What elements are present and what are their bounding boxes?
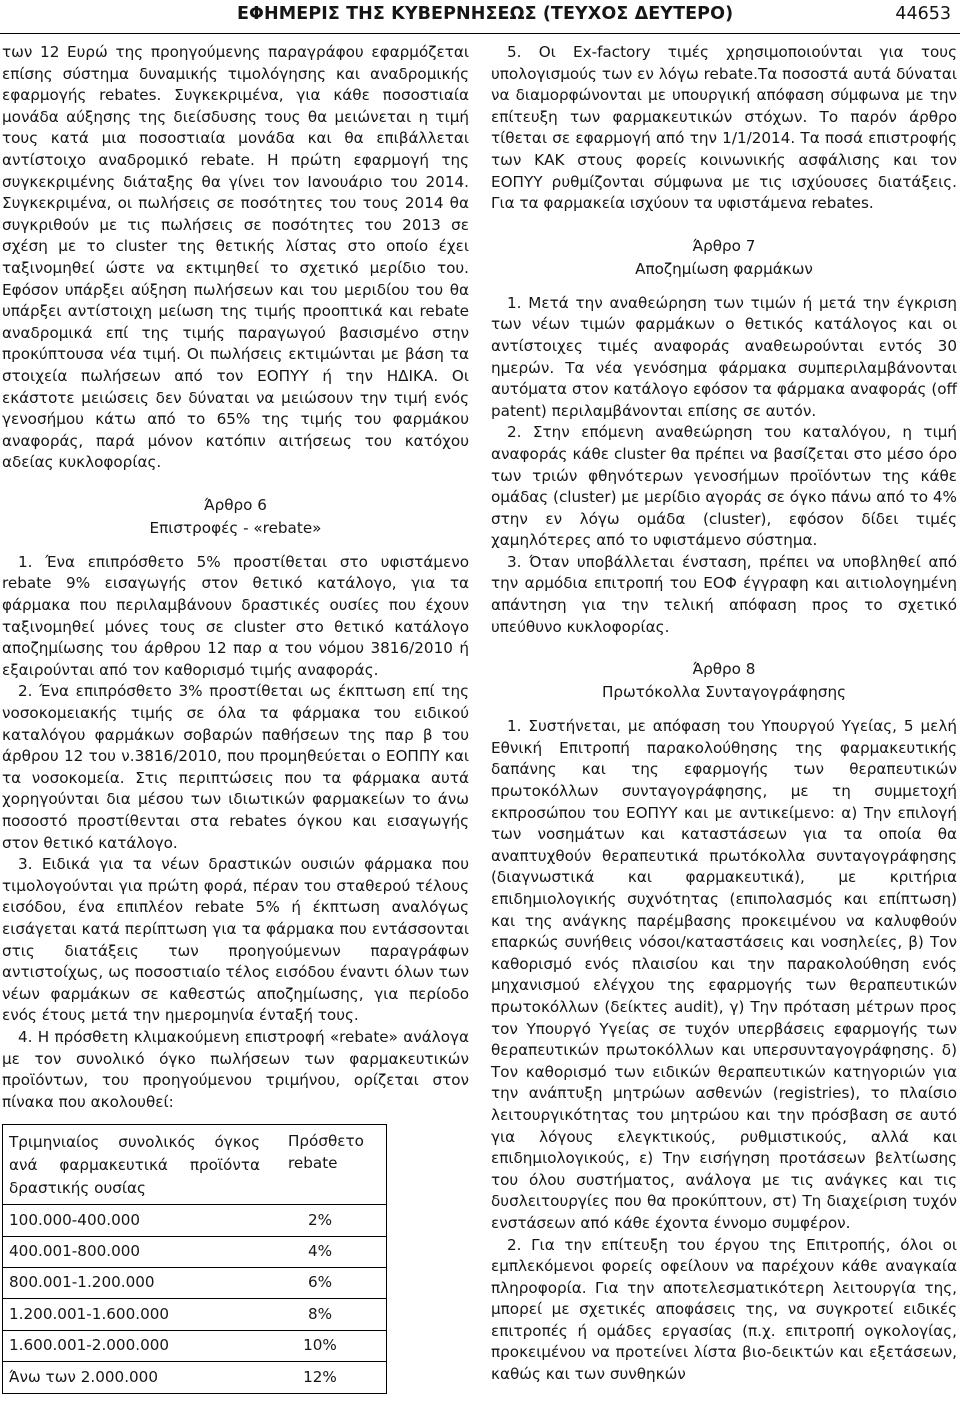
table-cell-rebate: 2% — [307, 1210, 333, 1229]
table-row — [3, 1361, 386, 1392]
table-cell-rebate: 4% — [307, 1242, 333, 1261]
table-row — [3, 1330, 386, 1361]
table-row — [3, 1236, 386, 1267]
article-heading — [2, 494, 469, 540]
table-row — [3, 1204, 386, 1235]
paragraph: 3. Όταν υποβάλλεται ένσταση, πρέπει να υποβληθεί από την αρμόδια επιτροπή του ΕΟΦ έγγραφη και αιτιολογημένη απάντηση για την τελική απόφαση προς το σχετικό υπεύθυνο κυκλοφορίας. — [491, 552, 957, 636]
table-cell-rebate: 6% — [307, 1273, 333, 1292]
article-title: Άρθρο 6 — [204, 495, 267, 514]
article-heading — [491, 235, 957, 281]
paragraph: 4. Η πρόσθετη κλιμακούμενη επιστροφή «rebate» ανάλογα με τον συνολικό όγκο πωλήσεων των φαρμακευτικών προϊόντων, του προηγούμενου τριμήνου, ορίζεται στον πίνακα που ακολουθεί: — [2, 1027, 469, 1111]
table-header-cell: Πρόσθετο rebate — [288, 1132, 364, 1172]
table-cell-range: 100.000-400.000 — [9, 1210, 141, 1229]
article-title: Άρθρο 8 — [692, 660, 756, 679]
header-divider — [0, 33, 960, 34]
page-header — [0, 0, 960, 36]
article-title: Άρθρο 7 — [692, 236, 756, 255]
table-header-cell: Τριμηνιαίος συνολικός όγκος ανά φαρμακευτικά προϊόντα δραστικής ουσίας — [9, 1133, 260, 1198]
table-cell-range: 400.001-800.000 — [9, 1242, 141, 1261]
rebate-table — [2, 1124, 387, 1393]
table-cell-range: 1.600.001-2.000.000 — [9, 1336, 170, 1355]
paragraph: 2. Ένα επιπρόσθετο 3% προστίθεται ως έκπτωση επί της νοσοκομειακής τιμής σε όλα τα φάρμακα του ειδικού καταλόγου φαρμάκων σοβαρών παθήσεων της παρ β του άρθρου 12 του ν.3816/2010, που προμηθεύεται ο ΕΟΠΠΥ και τα νοσοκομεία. Στις περιπτώσεις που τα φάρμακα αυτά χορηγούνται δια μέσου των ιδιωτικών φαρμακείων το άνω ποσοστό προστίθενται στα rebates όγκου και εισαγωγής στον θετικό κατάλογο. — [2, 682, 469, 852]
article-subtitle: Επιστροφές - «rebate» — [149, 518, 322, 537]
article-heading — [491, 658, 957, 704]
paragraph: 2. Στην επόμενη αναθεώρηση του καταλόγου, η τιμή αναφοράς κάθε cluster θα πρέπει να βασίζεται στο μέσο όρο των τριών φθηνότερων γενοσήμων προϊόντων της κάθε ομάδας (cluster) με μερίδιο αγοράς σε όγκο πάνω από το 4% στην εν λόγω ομάδα (cluster), εφόσον δίδει τιμές χαμηλότερες από το υφιστάμενο σύστημα. — [491, 423, 957, 550]
article-subtitle: Πρωτόκολλα Συνταγογράφησης — [601, 683, 847, 702]
table-cell-rebate: 10% — [303, 1336, 337, 1355]
paragraph: 1. Συστήνεται, με απόφαση του Υπουργού Υγείας, 5 μελή Εθνική Επιτροπή παρακολούθησης της φαρμακευτικής δαπάνης και της εφαρμογής των θεραπευτικών πρωτοκόλλων συνταγογράφησης, με τη συμμετοχή εκπροσώπου του ΕΟΠΥΥ και με αντικείμενο: α) Την επιλογή των νοσημάτων και καταστάσεων για τα οποία θα αναπτυχθούν θεραπευτικά πρωτόκολλα συνταγογράφησης (διαγνωστικά και φαρμακευτικά), με κριτήρια επιδημιολογικής συχνότητας (επιπολασμός και επίπτωση) και της ανάγκης παρέμβασης προκειμένου να καλυφθούν επαρκώς συνήθεις νόσοι/καταστάσεις και νοσηλείες, β) Τον καθορισμό ενός πλαισίου και την παρακολούθηση ενός μηχανισμού ελέγχου της εφαρμογής των θεραπευτικών πρωτοκόλλων (δείκτες audit), γ) Την πρόταση μέτρων προς τον Υπουργό Υγείας σε τυχόν υπερβάσεις εφαρμογής των θεραπευτικών πρωτοκόλλων και υπερσυνταγογράφησης. δ) Τον καθορισμό των ειδικών θεραπευτικών κατηγοριών για την ανάπτυξη μητρώων ασθενών (registries), το πλαίσιο λειτουργικότητας του μητρώου και την πρόσβαση σε αυτό για λόγους ελεγκτικούς, ρυθμιστικούς, αλλά και επιδημιολογικούς, ε) Την εισήγηση προτάσεων βελτίωσης του όλου συστήματος, ανάλογα με τις ανάγκες και τις δυσλειτουργίες που θα προκύπτουν, στ) Τη διαχείριση τυχόν ενστάσεων από κάθε έχοντα έννομο συμφέρον. — [491, 717, 957, 1232]
table-header-row — [3, 1125, 386, 1204]
table-cell-range: Άνω των 2.000.000 — [9, 1367, 159, 1386]
paragraph: 3. Ειδικά για τα νέων δραστικών ουσιών φάρμακα που τιμολογούνται για πρώτη φορά, πέραν του σταθερού τέλους εισόδου, ένα επιπλέον rebate 5% ή έκπτωση αναλόγως εισάγεται κατά περίπτωση για τα φάρμακα που εντάσσονται στις διατάξεις των προηγούμενων παραγράφων αντιστοίχως, ως ποσοστιαίο τέλος εισόδου έναντι όλων των νέων φαρμάκων σε καθεστώς αποζημίωσης, για περίοδο ενός έτους μετά την ημερομηνία ένταξή τους. — [2, 855, 469, 1025]
right-column — [491, 42, 957, 1386]
paragraph: 2. Για την επίτευξη του έργου της Επιτροπής, όλοι οι εμπλεκόμενοι φορείς οφείλουν να παρέχουν κάθε αναγκαία πληροφορία. Για την αποτελεσματικότερη λειτουργία της, μπορεί με σχετικές αποφάσεις της, να συγκροτεί ειδικές επιτροπές ή ομάδες εργασίας (π.χ. επιτροπή ογκολογίας, προκειμένου να προτείνει λίστα βιο-δεικτών και εξετάσεων, καθώς και των συνθηκών — [491, 1235, 957, 1384]
page-number: 44653 — [895, 4, 951, 24]
table-row — [3, 1298, 386, 1329]
left-column — [2, 42, 469, 1394]
gazette-title: ΕΦΗΜΕΡΙΣ ΤΗΣ ΚΥΒΕΡΝΗΣΕΩΣ (ΤΕΥΧΟΣ ΔΕΥΤΕΡΟ) — [237, 4, 734, 24]
paragraph: των 12 Ευρώ της προηγούμενης παραγράφου εφαρμόζεται επίσης σύστημα δυναμικής τιμολόγησης και αναδρομικής εφαρμογής rebates. Συγκεκριμένα, για κάθε ποσοστιαία μονάδα αύξησης της διείσδυσης τους θα μειώνεται η τιμή τους κατά μια ποσοστιαία μονάδα και θα επιβάλλεται αντίστοιχο αναδρομικό rebate. Η πρώτη εφαρμογή της συγκεκριμένης διάταξης θα γίνει τον Ιανουάριο του 2014. Συγκεκριμένα, οι πωλήσεις σε ποσότητες του τους 2014 θα συγκριθούν με τις πωλήσεις σε ποσότητες του 2013 σε σχέση με το cluster της θετικής λίστας στο οποίο έχει ταξινομηθεί ώστε να εκτιμηθεί το σχετικό μερίδιο του. Εφόσον υπάρξει αύξηση πωλήσεων και του μεριδίου του θα υπάρξει αντίστοιχη μείωση της τιμής προοπτικά και rebate αναδρομικά επί της τιμής παραγωγού βασισμένο στην προκύπτουσα νέα τιμή. Οι πωλήσεις εκτιμώνται με βάση τα στοιχεία πωλήσεων από τον ΕΟΠΥΥ ή την ΗΔΙΚΑ. Οι εκάστοτε μειώσεις δεν δύναται να μειώσουν την τιμή ενός γενοσήμου κάτω από το 65% της τιμής του φαρμάκου αναφοράς, παρά μόνον κατόπιν αιτήσεως του κατόχου αδείας κυκλοφορίας. — [2, 43, 469, 472]
paragraph: 1. Μετά την αναθεώρηση των τιμών ή μετά την έγκριση των νέων τιμών φαρμάκων ο θετικός κατάλογος και οι αντίστοιχες τιμές αναφοράς αναθεωρούνται εντός 30 ημερών. Τα νέα γενόσημα φάρμακα συμπεριλαμβάνονται αυτόματα στον κατάλογο εφόσον τα φάρμακα αναφοράς (off patent) περιλαμβάνονται επίσης σε αυτόν. — [491, 293, 957, 420]
article-subtitle: Αποζημίωση φαρμάκων — [635, 259, 813, 278]
table-row — [3, 1267, 386, 1298]
table-cell-range: 800.001-1.200.000 — [9, 1273, 155, 1292]
table-cell-rebate: 12% — [303, 1367, 337, 1386]
table-cell-range: 1.200.001-1.600.000 — [9, 1304, 170, 1323]
paragraph: 1. Ένα επιπρόσθετο 5% προστίθεται στο υφιστάμενο rebate 9% εισαγωγής στον θετικό κατάλογο, για τα φάρμακα που περιλαμβάνουν δραστικές ουσίες που έχουν ταξινομηθεί μόνες τους σε cluster στο θετικό κατάλογο αποζημίωσης του άρθρου 12 παρ α του νόμου 3816/2010 ή εξαιρούνται από τον καθορισμό τιμής αναφοράς. — [2, 552, 469, 679]
paragraph: 5. Οι Ex-factory τιμές χρησιμοποιούνται για τους υπολογισμούς των εν λόγω rebate.Τα ποσοστά αυτά δύναται να διαμορφώνονται με υπουργική απόφαση σύμφωνα με την επίτευξη των φαρμακευτικών στόχων. Το παρόν άρθρο τίθεται σε εφαρμογή από την 1/1/2014. Τα ποσά επιστροφής των ΚΑΚ στους φορείς κοινωνικής ασφάλισης και τον ΕΟΠΥΥ ρυθμίζονται σύμφωνα με τις ισχύουσες διατάξεις. Για τα φαρμακεία ισχύουν τα υφιστάμενα rebates. — [491, 43, 957, 213]
table-cell-rebate: 8% — [307, 1304, 333, 1323]
